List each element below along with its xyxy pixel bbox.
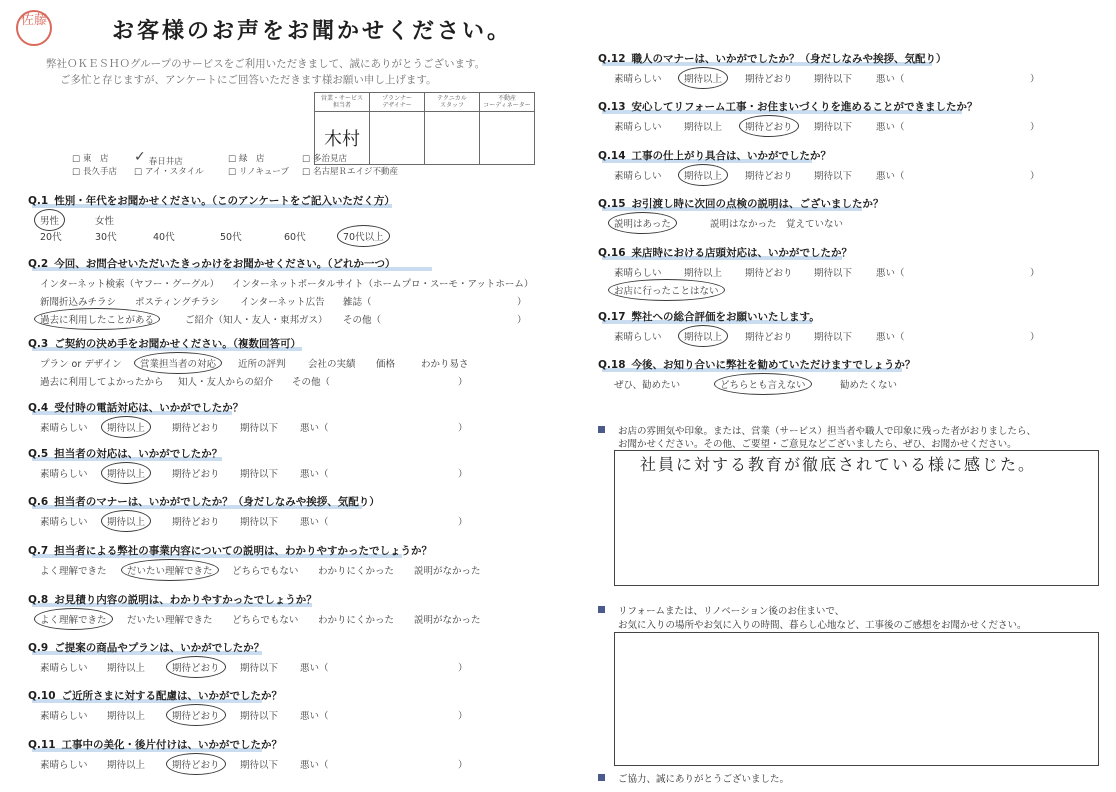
answer-option[interactable]: その他（ bbox=[343, 315, 382, 326]
selected-circle-icon bbox=[101, 462, 151, 484]
answer-option[interactable]: 30代 bbox=[95, 232, 117, 243]
answer-option[interactable]: 素晴らしい bbox=[614, 268, 662, 279]
question-number: Q.8 bbox=[28, 594, 49, 606]
answer-option[interactable]: 期待以上 bbox=[684, 74, 723, 85]
answer-option[interactable]: 素晴らしい bbox=[614, 171, 662, 182]
answer-option[interactable]: 素晴らしい bbox=[40, 469, 88, 480]
shop-option[interactable] bbox=[72, 165, 117, 177]
shop-label: リノキューブ bbox=[239, 167, 289, 177]
comment1-prompt-line-1: お店の雰囲気や印象。または、営業（サービス）担当者や職人で印象に残った者がおりましたら、 bbox=[618, 426, 1037, 437]
unchecked-box-icon[interactable]: □ bbox=[302, 167, 311, 177]
answer-option[interactable]: ） bbox=[458, 663, 468, 674]
answer-option[interactable]: 期待以下 bbox=[814, 332, 853, 343]
question-label: 性別・年代をお聞かせください。（このアンケートをご記入いただく方） bbox=[54, 195, 395, 207]
answer-option[interactable]: 期待以上 bbox=[107, 663, 146, 674]
question-number: Q.10 bbox=[28, 690, 56, 702]
answer-option[interactable]: 悪い（ bbox=[300, 469, 329, 480]
answer-option[interactable]: ご紹介（知人・友人・東邦ガス） bbox=[185, 315, 328, 326]
selected-circle-icon bbox=[714, 373, 812, 395]
question-17-text bbox=[598, 309, 820, 324]
answer-option[interactable]: 期待以上 bbox=[684, 332, 723, 343]
answer-option[interactable]: 悪い（ bbox=[876, 74, 905, 85]
answer-option[interactable]: 知人・友人からの紹介 bbox=[178, 377, 274, 388]
question-6-text bbox=[28, 494, 380, 509]
shop-label: アイ・スタイル bbox=[145, 167, 204, 177]
selected-circle-icon bbox=[34, 209, 65, 231]
comment2-prompt-line-2: お気に入りの場所やお気に入りの時間、暮らし心地など、工事後のご感想をお聞かせください。 bbox=[618, 620, 1027, 631]
seal-stamp: 佐藤 bbox=[16, 10, 52, 46]
selected-circle-icon bbox=[678, 325, 728, 347]
answer-option[interactable]: 50代 bbox=[220, 232, 242, 243]
answer-option[interactable]: 素晴らしい bbox=[614, 332, 662, 343]
staff-header-sales: 営業・サービス 担当者 bbox=[315, 93, 370, 112]
answer-option[interactable]: 期待どおり bbox=[745, 171, 793, 182]
question-label: 今回、お問合せいただいたきっかけをお聞かせください。（どれか一つ） bbox=[54, 258, 396, 270]
answer-option[interactable]: ） bbox=[1030, 332, 1040, 343]
answer-option[interactable]: 悪い（ bbox=[876, 332, 905, 343]
question-label: ご近所さまに対する配慮は、いかがでしたか？ bbox=[61, 690, 283, 702]
staff-planner-name[interactable] bbox=[370, 112, 425, 165]
question-number: Q.16 bbox=[598, 247, 626, 259]
answer-option[interactable]: ） bbox=[1030, 171, 1040, 182]
question-number: Q.9 bbox=[28, 642, 49, 654]
answer-option[interactable]: 期待どおり bbox=[745, 268, 793, 279]
selected-circle-icon bbox=[608, 279, 725, 301]
answer-option[interactable]: 過去に利用してよかったから bbox=[40, 377, 164, 388]
intro-line-1: 弊社ＯＫＥＳＨＯグループのサービスをご利用いただきまして、誠にありがとうございます。 bbox=[46, 58, 486, 70]
answer-option[interactable]: 期待以下 bbox=[240, 423, 279, 434]
question-number: Q.3 bbox=[28, 338, 49, 350]
selected-circle-icon bbox=[608, 212, 677, 234]
answer-option[interactable]: 期待どおり bbox=[172, 469, 220, 480]
answer-option[interactable]: 期待以上 bbox=[107, 423, 146, 434]
question-number: Q.7 bbox=[28, 545, 49, 557]
answer-option[interactable]: 価格 bbox=[376, 359, 396, 370]
question-14-text bbox=[598, 148, 831, 163]
comment2-prompt-line-1: リフォームまたは、リノベーション後のお住まいで、 bbox=[618, 606, 845, 617]
question-13-text bbox=[598, 99, 978, 114]
question-number: Q.2 bbox=[28, 258, 49, 270]
question-number: Q.13 bbox=[598, 101, 626, 113]
answer-option[interactable]: 期待以下 bbox=[240, 517, 279, 528]
answer-option[interactable]: ） bbox=[1030, 74, 1040, 85]
question-12-text bbox=[598, 51, 947, 66]
unchecked-box-icon[interactable]: □ bbox=[228, 154, 237, 164]
intro-line-2: ご多忙と存じますが、アンケートにご回答いただきます様お願い申し上げます。 bbox=[60, 74, 437, 86]
question-number: Q.18 bbox=[598, 359, 626, 371]
question-label: 担当者の対応は、いかがでしたか？ bbox=[54, 448, 223, 460]
unchecked-box-icon[interactable]: □ bbox=[228, 167, 237, 177]
question-number: Q.12 bbox=[598, 53, 626, 65]
selected-circle-icon bbox=[121, 559, 219, 581]
answer-option[interactable]: お店に行ったことはない bbox=[614, 286, 719, 297]
question-label: 今後、お知り合いに弊社を勧めていただけますでしょうか？ bbox=[631, 359, 916, 371]
staff-realestate-name[interactable] bbox=[480, 112, 535, 165]
answer-option[interactable]: 期待どおり bbox=[745, 332, 793, 343]
answer-option[interactable]: 70代以上 bbox=[343, 232, 384, 243]
selected-circle-icon bbox=[166, 753, 226, 775]
answer-option[interactable]: インターネットポータルサイト（ホームプロ・スーモ・アットホーム） bbox=[232, 279, 534, 290]
answer-option[interactable]: 期待以下 bbox=[240, 760, 279, 771]
staff-header-planner: プランナー デザイナー bbox=[370, 93, 425, 112]
answer-option[interactable]: よく理解できた bbox=[40, 615, 107, 626]
answer-option[interactable]: 説明がなかった bbox=[414, 615, 481, 626]
answer-option[interactable]: 悪い（ bbox=[300, 760, 329, 771]
answer-option[interactable]: 期待以下 bbox=[814, 74, 853, 85]
answer-option[interactable]: 期待どおり bbox=[745, 122, 793, 133]
question-2-text bbox=[28, 256, 395, 271]
answer-option[interactable]: よく理解できた bbox=[40, 566, 107, 577]
question-number: Q.14 bbox=[598, 150, 626, 162]
answer-option[interactable]: どちらでもない bbox=[232, 566, 299, 577]
question-10-text bbox=[28, 688, 282, 703]
bullet-square-icon bbox=[598, 774, 605, 781]
question-1-text bbox=[28, 193, 395, 208]
shop-option[interactable] bbox=[302, 165, 398, 177]
question-7-text bbox=[28, 543, 432, 558]
question-label: 工事中の美化・後片付けは、いかがでしたか？ bbox=[61, 739, 283, 751]
answer-option[interactable]: 期待どおり bbox=[172, 423, 220, 434]
staff-name-handwritten: 木村 bbox=[324, 129, 360, 150]
answer-option[interactable]: 男性 bbox=[40, 216, 60, 227]
answer-option[interactable]: 悪い（ bbox=[300, 711, 329, 722]
answer-option[interactable]: 期待以上 bbox=[684, 122, 723, 133]
question-5-text bbox=[28, 446, 222, 461]
question-9-text bbox=[28, 640, 264, 655]
shop-label: 名古屋Ｒエイジ不動産 bbox=[313, 167, 399, 177]
question-number: Q.5 bbox=[28, 448, 49, 460]
shop-label: 多治見店 bbox=[313, 154, 348, 164]
selected-circle-icon bbox=[739, 115, 799, 137]
answer-option[interactable]: ） bbox=[458, 469, 468, 480]
question-label: お引渡し時に次回の点検の説明は、ございましたか？ bbox=[631, 198, 884, 210]
question-number: Q.15 bbox=[598, 198, 626, 210]
question-3-text bbox=[28, 336, 301, 351]
answer-option[interactable]: 期待以上 bbox=[107, 760, 146, 771]
question-15-text bbox=[598, 196, 884, 211]
answer-option[interactable]: インターネット検索（ヤフー・グーグル） bbox=[40, 279, 220, 290]
answer-option[interactable]: 素晴らしい bbox=[40, 517, 88, 528]
answer-option[interactable]: 期待以上 bbox=[107, 517, 146, 528]
answer-option[interactable]: 雑誌（ bbox=[343, 297, 372, 308]
answer-option[interactable]: 悪い（ bbox=[300, 517, 329, 528]
question-8-text bbox=[28, 592, 317, 607]
answer-option[interactable]: 素晴らしい bbox=[40, 711, 88, 722]
question-label: 来店時における店頭対応は、いかがでしたか？ bbox=[631, 247, 853, 259]
question-number: Q.6 bbox=[28, 496, 49, 508]
selected-circle-icon bbox=[134, 352, 222, 374]
question-number: Q.17 bbox=[598, 311, 626, 323]
answer-option[interactable]: だいたい理解できた bbox=[127, 566, 213, 577]
unchecked-box-icon[interactable]: □ bbox=[302, 154, 311, 164]
answer-option[interactable]: 期待以下 bbox=[814, 268, 853, 279]
question-label: 工事の仕上がり具合は、いかがでしたか？ bbox=[631, 150, 832, 162]
answer-option[interactable]: 素晴らしい bbox=[40, 760, 88, 771]
answer-option[interactable]: ） bbox=[458, 760, 468, 771]
answer-option[interactable]: 素晴らしい bbox=[40, 423, 88, 434]
answer-option[interactable]: インターネット広告 bbox=[240, 297, 325, 308]
question-18-text bbox=[598, 357, 915, 372]
question-number: Q.11 bbox=[28, 739, 56, 751]
answer-option[interactable]: 説明はなかった bbox=[710, 219, 777, 230]
answer-option[interactable]: ） bbox=[458, 517, 468, 528]
answer-option[interactable]: 悪い（ bbox=[876, 122, 905, 133]
staff-table bbox=[314, 92, 535, 165]
answer-option[interactable]: 期待どおり bbox=[172, 663, 220, 674]
question-label: 受付時の電話対応は、いかがでしたか？ bbox=[54, 402, 244, 414]
unchecked-box-icon[interactable]: □ bbox=[72, 154, 81, 164]
question-4-text bbox=[28, 400, 243, 415]
comment1-answer: 社員に対する教育が徹底されている様に感じた。 bbox=[640, 455, 1037, 474]
selected-circle-icon bbox=[34, 308, 160, 330]
selected-circle-icon bbox=[101, 416, 151, 438]
answer-option[interactable]: その他（ bbox=[292, 377, 331, 388]
answer-option[interactable]: どちらとも言えない bbox=[720, 380, 806, 391]
selected-circle-icon bbox=[166, 704, 226, 726]
answer-option[interactable]: 期待以下 bbox=[240, 469, 279, 480]
answer-option[interactable]: ） bbox=[1030, 268, 1040, 279]
answer-option[interactable]: 期待以下 bbox=[814, 171, 853, 182]
answer-option[interactable]: 勧めたくない bbox=[840, 380, 898, 391]
shop-option[interactable] bbox=[228, 152, 265, 164]
selected-circle-icon bbox=[337, 225, 390, 247]
answer-option[interactable]: 近所の評判 bbox=[238, 359, 286, 370]
staff-header-technical: テクニカル スタッフ bbox=[425, 93, 480, 112]
answer-option[interactable]: ） bbox=[458, 377, 468, 388]
answer-option[interactable]: 過去に利用したことがある bbox=[40, 315, 155, 326]
answer-option[interactable]: 期待どおり bbox=[172, 760, 220, 771]
shop-label: 長久手店 bbox=[83, 167, 118, 177]
answer-option[interactable]: 期待以上 bbox=[684, 171, 723, 182]
answer-option[interactable]: 悪い（ bbox=[876, 268, 905, 279]
staff-technical-name[interactable] bbox=[425, 112, 480, 165]
checked-box-icon[interactable]: ✓ bbox=[134, 149, 146, 165]
bullet-square-icon bbox=[598, 426, 605, 433]
selected-circle-icon bbox=[166, 656, 226, 678]
shop-option[interactable] bbox=[72, 152, 109, 164]
answer-option[interactable]: ） bbox=[458, 423, 468, 434]
answer-option[interactable]: 期待以下 bbox=[240, 711, 279, 722]
thanks-text: ご協力、誠にありがとうございました。 bbox=[618, 774, 790, 785]
comment1-prompt-line-2: お聞かせください。その他、ご要望・ご意見などございましたら、ぜひ、お聞かせください。 bbox=[618, 439, 1017, 450]
question-label: ご提案の商品やプランは、いかがでしたか？ bbox=[54, 642, 265, 654]
answer-option[interactable]: わかりにくかった bbox=[318, 615, 395, 626]
answer-option[interactable]: プラン or デザイン bbox=[40, 359, 122, 370]
answer-option[interactable]: ポスティングチラシ bbox=[135, 297, 220, 308]
question-number: Q.1 bbox=[28, 195, 49, 207]
shop-label: 緑 店 bbox=[239, 154, 265, 164]
answer-option[interactable]: 期待以上 bbox=[107, 469, 146, 480]
answer-option[interactable]: 悪い（ bbox=[300, 423, 329, 434]
answer-option[interactable]: だいたい理解できた bbox=[127, 615, 213, 626]
answer-option[interactable]: 期待以下 bbox=[240, 663, 279, 674]
answer-option[interactable]: わかり易さ bbox=[421, 359, 469, 370]
shop-option[interactable] bbox=[302, 152, 347, 164]
question-label: お見積り内容の説明は、わかりやすかったでしょうか？ bbox=[54, 594, 317, 606]
answer-option[interactable]: 素晴らしい bbox=[614, 122, 662, 133]
shop-label: 春日井店 bbox=[148, 157, 183, 167]
answer-option[interactable]: 説明はあった bbox=[614, 219, 671, 230]
question-label: ご契約の決め手をお聞かせください。（複数回答可） bbox=[54, 338, 301, 350]
answer-option[interactable]: 素晴らしい bbox=[614, 74, 662, 85]
answer-option[interactable]: 期待どおり bbox=[745, 74, 793, 85]
bullet-square-icon bbox=[598, 606, 605, 613]
question-label: 弊社への総合評価をお願いいたします。 bbox=[631, 311, 820, 323]
selected-circle-icon bbox=[101, 510, 151, 532]
shop-label: 東 店 bbox=[83, 154, 109, 164]
answer-option[interactable]: 会社の実績 bbox=[308, 359, 356, 370]
answer-option[interactable]: 期待どおり bbox=[172, 711, 220, 722]
unchecked-box-icon[interactable]: □ bbox=[134, 167, 143, 177]
answer-option[interactable]: 女性 bbox=[95, 216, 115, 227]
shop-option[interactable] bbox=[228, 165, 289, 177]
answer-option[interactable]: ） bbox=[458, 711, 468, 722]
answer-option[interactable]: ） bbox=[517, 297, 527, 308]
answer-option[interactable]: ） bbox=[1030, 122, 1040, 133]
comment2-box[interactable] bbox=[614, 632, 1099, 766]
answer-option[interactable]: 期待どおり bbox=[172, 517, 220, 528]
question-16-text bbox=[598, 245, 852, 260]
answer-option[interactable]: 悪い（ bbox=[876, 171, 905, 182]
answer-option[interactable]: 営業担当者の対応 bbox=[140, 359, 217, 370]
question-number: Q.4 bbox=[28, 402, 49, 414]
selected-circle-icon bbox=[34, 608, 113, 630]
selected-circle-icon bbox=[678, 67, 728, 89]
question-label: 担当者のマナーは、いかがでしたか？（身だしなみや挨拶、気配り） bbox=[54, 496, 380, 508]
unchecked-box-icon[interactable]: □ bbox=[72, 167, 81, 177]
answer-option[interactable]: 期待以上 bbox=[107, 711, 146, 722]
staff-header-realestate: 不動産 コーディネーター bbox=[480, 93, 535, 112]
answer-option[interactable]: ） bbox=[517, 315, 527, 326]
answer-option[interactable]: わかりにくかった bbox=[318, 566, 395, 577]
answer-option[interactable]: 期待以上 bbox=[684, 268, 723, 279]
answer-option[interactable]: 覚えていない bbox=[786, 219, 844, 230]
answer-option[interactable]: どちらでもない bbox=[232, 615, 299, 626]
selected-circle-icon bbox=[678, 164, 728, 186]
answer-option[interactable]: 素晴らしい bbox=[40, 663, 88, 674]
answer-option[interactable]: 期待以下 bbox=[814, 122, 853, 133]
answer-option[interactable]: 悪い（ bbox=[300, 663, 329, 674]
answer-option[interactable]: 新聞折込みチラシ bbox=[40, 297, 117, 308]
question-label: 職人のマナーは、いかがでしたか？（身だしなみや挨拶、気配り） bbox=[631, 53, 947, 65]
page-title: お客様のお声をお聞かせください。 bbox=[112, 19, 513, 44]
answer-option[interactable]: 60代 bbox=[284, 232, 306, 243]
question-label: 安心してリフォーム工事・お住まいづくりを進めることができましたか？ bbox=[631, 101, 978, 113]
question-label: 担当者による弊社の事業内容についての説明は、わかりやすかったでしょうか？ bbox=[54, 545, 433, 557]
answer-option[interactable]: 説明がなかった bbox=[414, 566, 481, 577]
shop-option[interactable] bbox=[134, 165, 204, 177]
question-11-text bbox=[28, 737, 282, 752]
answer-option[interactable]: 40代 bbox=[153, 232, 175, 243]
answer-option[interactable]: 20代 bbox=[40, 232, 62, 243]
answer-option[interactable]: ぜひ、勧めたい bbox=[614, 380, 681, 391]
